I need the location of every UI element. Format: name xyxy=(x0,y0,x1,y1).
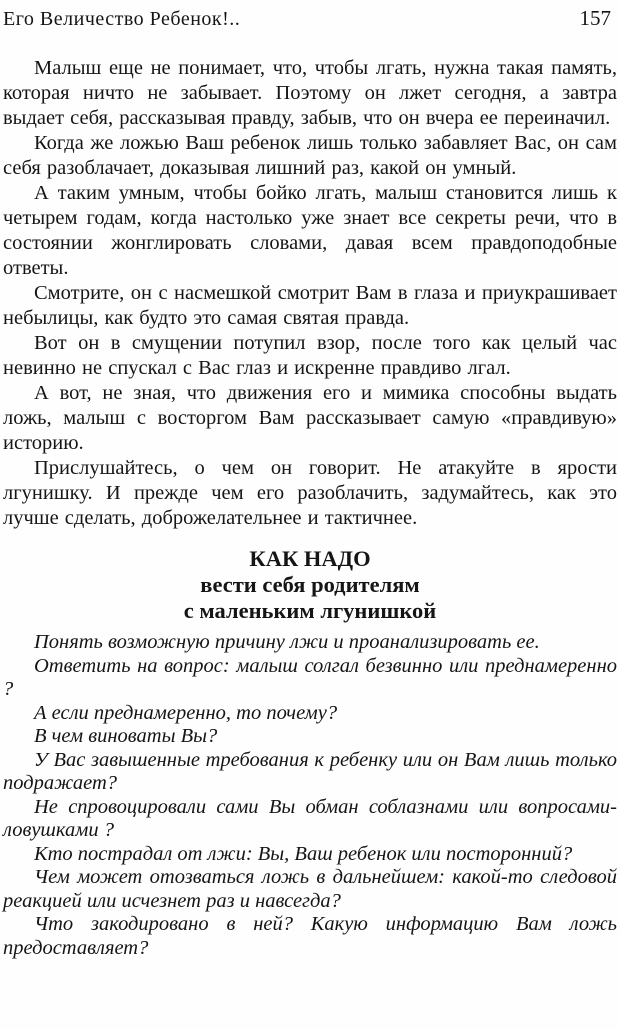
paragraph: Вот он в смущении потупил взор, после того как целый час невинно не спускал с Вас глаз и искренне правдиво лгал. xyxy=(3,332,617,379)
advice-item: А если преднамеренно, то почему? xyxy=(34,701,338,724)
section-heading-line: с маленьким лгунишкой xyxy=(183,598,437,623)
advice-list xyxy=(3,631,617,960)
paragraph: А таким умным, чтобы бойко лгать, малыш становится лишь к четырем годам, когда настолько уже знает все секреты речи, что в состоянии жонглировать словами, давая всем правдоподобные ответы. xyxy=(3,182,617,279)
section-heading xyxy=(3,546,617,624)
running-head xyxy=(3,6,617,31)
advice-item: Не спровоцировали сами Вы обман соблазнами или вопросами-ловушками ? xyxy=(3,795,617,841)
advice-item: У Вас завышенные требования к ребенку или он Вам лишь только подражает? xyxy=(3,748,617,794)
page-number: 157 xyxy=(579,6,611,30)
advice-item: Понять возможную причину лжи и проанализировать ее. xyxy=(34,631,540,653)
body-text xyxy=(3,56,617,531)
paragraph: А вот, не зная, что движения его и мимика способны выдать ложь, малыш с восторгом Вам рассказывает самую «правдивую» историю. xyxy=(3,382,617,454)
running-title: Его Величество Ребенок!.. xyxy=(3,8,241,30)
advice-item: Кто пострадал от лжи: Вы, Ваш ребенок или посторонний? xyxy=(34,842,573,865)
paragraph: Смотрите, он с насмешкой смотрит Вам в глаза и приукрашивает небылицы, как будто это самая святая правда. xyxy=(3,282,617,329)
section-heading-line: вести себя родителям xyxy=(200,572,420,597)
advice-item: Что закодировано в ней? Какую информацию Вам ложь предоставляет? xyxy=(3,913,617,959)
advice-item: Чем может отозваться ложь в дальнейшем: какой-то следовой реакцией или исчезнет раз и навсегда? xyxy=(3,866,617,912)
advice-item: В чем виноваты Вы? xyxy=(34,725,218,747)
paragraph: Малыш еще не понимает, что, чтобы лгать, нужна такая память, которая ничто не забывает. Поэтому он лжет сегодня, а завтра выдает себя, рассказывая правду, забыв, что он вчера ее переиначил. xyxy=(3,57,617,129)
section-heading-line: КАК НАДО xyxy=(249,546,371,571)
paragraph: Когда же ложью Ваш ребенок лишь только забавляет Вас, он сам себя разоблачает, доказывая лишний раз, какой он умный. xyxy=(3,132,617,179)
advice-item: Ответить на вопрос: малыш солгал безвинно или преднамеренно ? xyxy=(3,654,617,700)
paragraph: Прислушайтесь, о чем он говорит. Не атакуйте в ярости лгунишку. И прежде чем его разоблачить, задумайтесь, как это лучше сделать, доброжелательнее и тактичнее. xyxy=(3,457,617,529)
